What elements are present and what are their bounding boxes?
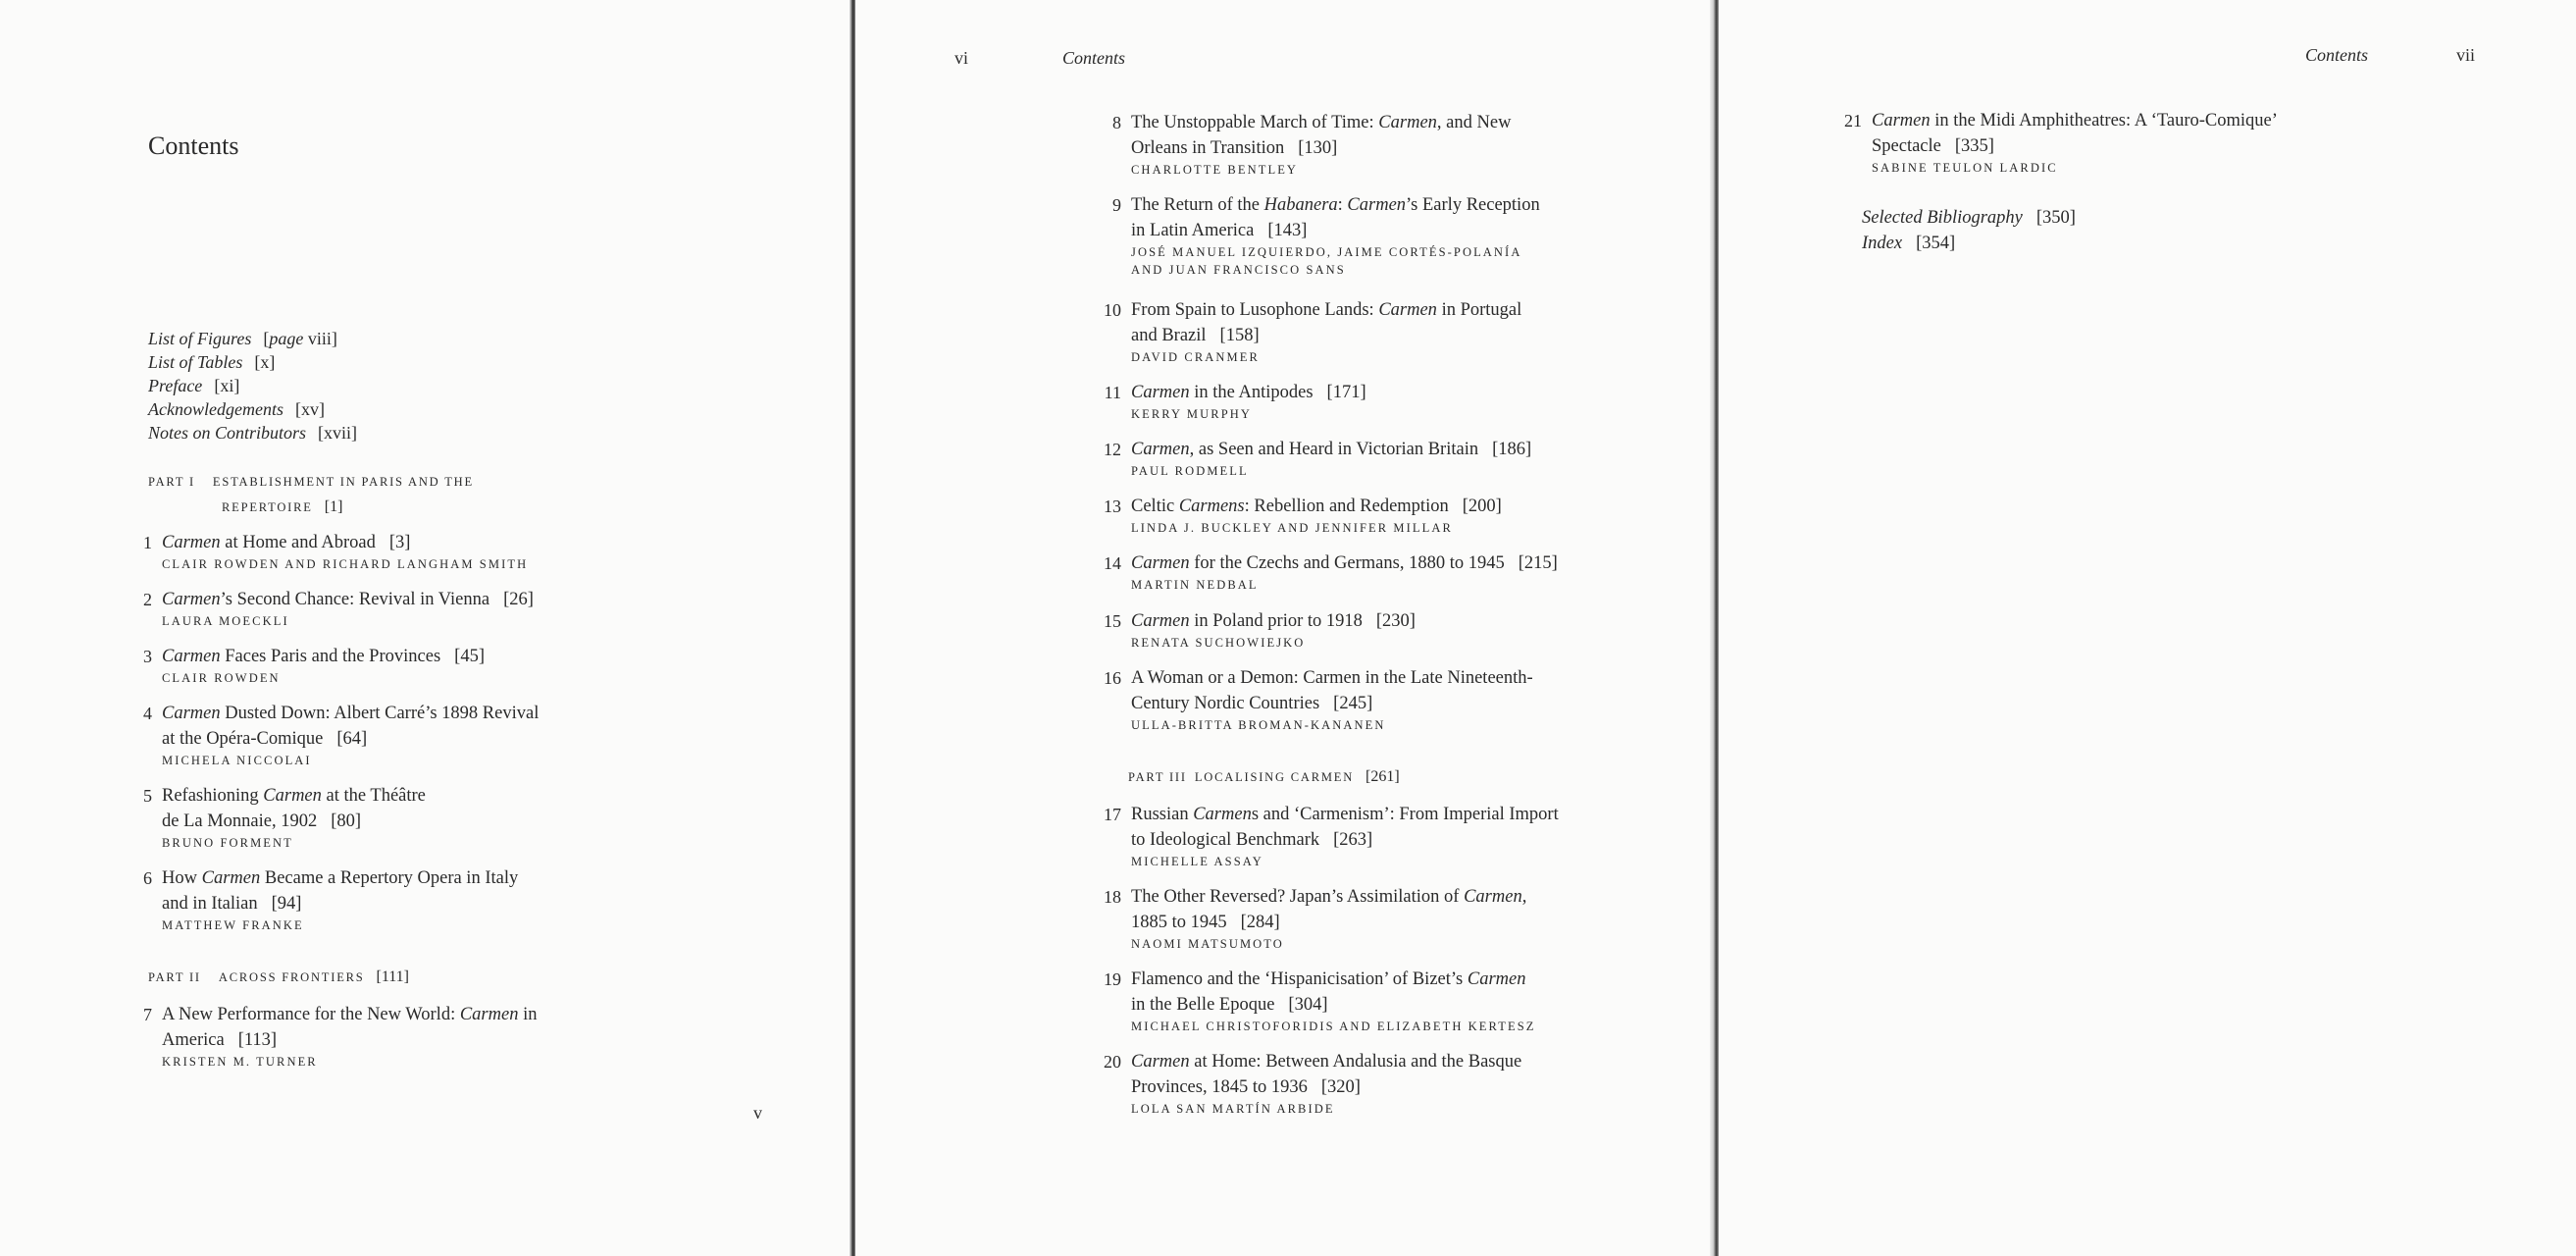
page-ref: [230]	[1375, 611, 1416, 631]
front-matter-list	[148, 327, 357, 445]
part-heading: PART III LOCALISING CARMEN [261]	[1128, 768, 1400, 785]
chapter-title-line	[162, 1027, 537, 1053]
toc-entry[interactable]	[1096, 380, 1366, 423]
title-text: de La Monnaie, 1902	[162, 811, 318, 831]
chapter-title-line	[1131, 1049, 1521, 1074]
toc-entry[interactable]	[1096, 1049, 1521, 1118]
page-vi	[855, 0, 1715, 1256]
title-text: The Other Reversed? Japan’s Assimilation of	[1131, 887, 1465, 907]
italic-text: Carmen	[1131, 383, 1190, 402]
title-text: in Poland prior to 1918	[1189, 611, 1363, 631]
title-text: Russian	[1131, 805, 1194, 824]
chapter-author: KERRY MURPHY	[1131, 407, 1253, 421]
chapter-title-line	[1131, 802, 1559, 827]
chapter-number: 8	[1112, 113, 1121, 132]
chapter-number: 3	[143, 647, 152, 666]
page-ref: [171]	[1326, 383, 1366, 402]
italic-text: Carmen	[1131, 611, 1190, 631]
chapter-number: 6	[143, 868, 152, 888]
toc-entry[interactable]	[1096, 192, 1540, 279]
chapter-author: ULLA-BRITTA BROMAN-KANANEN	[1131, 718, 1386, 732]
title-text: The Unstoppable March of Time:	[1131, 113, 1379, 132]
italic-text: Habanera	[1263, 195, 1338, 215]
title-text: How	[162, 868, 202, 888]
title-text: s and ‘Carmenism’: From Imperial Import	[1251, 805, 1559, 824]
chapter-title-line	[1131, 192, 1540, 218]
title-text: ’s Early Reception	[1406, 195, 1540, 215]
title-text: A Woman or a Demon: Carmen in the Late Nineteenth-	[1131, 668, 1533, 688]
chapter-number: 20	[1104, 1052, 1121, 1072]
toc-entry[interactable]	[127, 865, 518, 934]
title-text: , and New	[1436, 113, 1512, 132]
chapter-number: 9	[1112, 195, 1121, 215]
title-text: Dusted Down: Albert Carré’s 1898 Revival	[220, 704, 540, 723]
fm-item[interactable]: Notes on Contributors [xvii]	[148, 423, 358, 443]
chapter-title-line	[1131, 884, 1526, 910]
chapter-number: 16	[1104, 668, 1121, 688]
part-heading: PART II ACROSS FRONTIERS [111]	[148, 968, 409, 985]
page-ref: [113]	[237, 1030, 278, 1050]
page-ref: [26]	[503, 590, 534, 609]
title-text: at Home and Abroad	[220, 533, 376, 552]
fm-item[interactable]: Acknowledgements [xv]	[148, 399, 325, 419]
italic-text: Carmen	[162, 590, 221, 609]
chapter-number: 18	[1104, 887, 1121, 907]
chapter-title-line	[1131, 910, 1526, 935]
title-text: Provinces, 1845 to 1936	[1131, 1077, 1308, 1097]
toc-entry[interactable]	[127, 644, 485, 687]
toc-entry[interactable]	[1836, 108, 2278, 177]
italic-text: Carmen	[1378, 113, 1437, 132]
italic-text: Carmen	[1378, 300, 1437, 320]
bm-item[interactable]: Selected Bibliography [350]	[1862, 208, 2076, 228]
title-text: for the Czechs and Germans, 1880 to 1945	[1189, 553, 1505, 573]
italic-text: Carmen	[1131, 553, 1190, 573]
chapter-author: MICHAEL CHRISTOFORIDIS AND ELIZABETH KERTESZ	[1131, 1020, 1536, 1033]
page-ref: [186]	[1492, 440, 1532, 459]
page-ref: [335]	[1954, 136, 1994, 156]
title-text: : Rebellion and Redemption	[1244, 497, 1449, 516]
title-text: in	[518, 1005, 538, 1024]
chapter-author: DAVID CRANMER	[1131, 350, 1260, 364]
page-ref: [263]	[1333, 830, 1373, 850]
italic-text: Carmen	[1464, 887, 1522, 907]
chapter-title-line	[1131, 380, 1366, 405]
page-vii	[1719, 0, 2576, 1256]
chapter-author: CLAIR ROWDEN AND RICHARD LANGHAM SMITH	[162, 557, 529, 571]
chapter-number: 10	[1104, 300, 1121, 320]
chapter-number: 4	[143, 704, 152, 723]
chapter-title-line	[1131, 691, 1533, 716]
page-ref: [215]	[1518, 553, 1558, 573]
folio: v	[753, 1103, 762, 1123]
chapter-number: 5	[143, 786, 152, 806]
title-text: A New Performance for the New World:	[162, 1005, 460, 1024]
chapter-number: 13	[1104, 497, 1121, 516]
toc-entry[interactable]	[1096, 802, 1559, 870]
chapter-title-line	[1131, 297, 1521, 323]
toc-entry[interactable]	[127, 1002, 537, 1071]
chapter-title-line	[162, 726, 539, 752]
italic-text: Carmen	[263, 786, 322, 806]
toc-entry[interactable]	[1096, 437, 1531, 480]
chapter-title-line	[1872, 133, 2278, 159]
title-text: in the Belle Epoque	[1131, 995, 1275, 1015]
folio: vi	[954, 48, 969, 68]
title-text: in Latin America	[1131, 221, 1255, 240]
chapter-author: LOLA SAN MARTÍN ARBIDE	[1131, 1102, 1335, 1116]
back-matter-list	[1862, 205, 2076, 256]
italic-text: Carmen	[162, 647, 221, 666]
chapter-title-line	[162, 891, 518, 916]
italic-text: Carmen	[1193, 805, 1252, 824]
chapter-title-line	[162, 587, 534, 612]
chapter-number: 12	[1104, 440, 1121, 459]
title-text: at the Opéra-Comique	[162, 729, 324, 749]
chapter-title-line	[1131, 827, 1559, 853]
title-text: Faces Paris and the Provinces	[220, 647, 441, 666]
chapter-number: 11	[1104, 383, 1121, 402]
page-ref: [64]	[336, 729, 368, 749]
title-text: ’s Second Chance: Revival in Vienna	[220, 590, 490, 609]
chapter-number: 2	[143, 590, 152, 609]
page-ref: [45]	[454, 647, 485, 666]
chapter-title-line	[162, 783, 426, 809]
title-text: at the Théâtre	[321, 786, 426, 806]
page-ref: [245]	[1333, 694, 1373, 713]
running-head: Contents	[1062, 48, 1126, 68]
page-ref: [158]	[1219, 326, 1260, 345]
chapter-title-line	[162, 1002, 537, 1027]
part-heading: PART I ESTABLISHMENT IN PARIS AND THE REPERTOIRE [1]	[148, 475, 474, 515]
chapter-title-line	[1131, 992, 1535, 1018]
bm-item[interactable]: Index [354]	[1862, 234, 1956, 253]
chapter-author: BRUNO FORMENT	[162, 836, 293, 850]
toc-entry[interactable]	[1096, 967, 1535, 1035]
chapter-title-line	[1131, 550, 1558, 576]
chapter-title-line	[1872, 108, 2278, 133]
italic-text: Carmen	[162, 533, 221, 552]
title-text: Orleans in Transition	[1131, 138, 1285, 158]
chapter-number: 1	[143, 533, 152, 552]
chapter-number: 15	[1104, 611, 1121, 631]
toc-entry[interactable]	[1096, 550, 1558, 594]
title-text: Spectacle	[1872, 136, 1941, 156]
page-ref: [200]	[1462, 497, 1502, 516]
title-text: and Brazil	[1131, 326, 1207, 345]
chapter-title-line	[162, 865, 518, 891]
chapter-title-line	[1131, 135, 1511, 161]
contents-heading: Contents	[148, 131, 239, 160]
title-text: Flamenco and the ‘Hispanicisation’ of Bizet’s	[1131, 969, 1468, 989]
italic-text: Carmen	[1347, 195, 1407, 215]
chapter-title-line	[1131, 437, 1531, 462]
page-ref: [3]	[388, 533, 411, 552]
chapter-number: 19	[1104, 969, 1121, 989]
title-text: to Ideological Benchmark	[1131, 830, 1320, 850]
italic-text: Carmen	[1131, 440, 1190, 459]
toc-entry[interactable]	[1096, 110, 1511, 179]
chapter-title-line	[1131, 608, 1416, 634]
chapter-number: 21	[1844, 111, 1862, 131]
title-text: 1885 to 1945	[1131, 913, 1227, 932]
chapter-title-line	[1131, 494, 1502, 519]
chapter-title-line	[1131, 323, 1521, 348]
chapter-author: AND JUAN FRANCISCO SANS	[1131, 263, 1346, 277]
chapter-title-line	[162, 530, 528, 555]
fm-item[interactable]: List of Tables [x]	[148, 352, 276, 372]
title-text: Became a Repertory Opera in Italy	[260, 868, 519, 888]
running-head: Contents	[2305, 45, 2369, 65]
title-text: Celtic	[1131, 497, 1179, 516]
toc-entry[interactable]	[1096, 297, 1521, 366]
chapter-author: CLAIR ROWDEN	[162, 671, 281, 685]
page-ref: [320]	[1320, 1077, 1361, 1097]
page-ref: [143]	[1267, 221, 1308, 240]
title-text: From Spain to Lusophone Lands:	[1131, 300, 1379, 320]
toc-entry[interactable]	[1096, 494, 1502, 537]
toc-entry[interactable]	[1096, 665, 1533, 734]
italic-text: Carmens	[1178, 497, 1245, 516]
title-text: Century Nordic Countries	[1131, 694, 1320, 713]
title-text: America	[162, 1030, 225, 1050]
chapter-title-line	[1131, 110, 1511, 135]
page-ref: [80]	[331, 811, 362, 831]
chapter-title-line	[1131, 665, 1533, 691]
page-ref: [284]	[1240, 913, 1280, 932]
chapter-author: JOSÉ MANUEL IZQUIERDO, JAIME CORTÉS-POLANÍA	[1131, 245, 1522, 259]
chapter-title-line	[162, 701, 539, 726]
chapter-number: 7	[143, 1005, 152, 1024]
page-ref: [94]	[271, 894, 302, 914]
chapter-author: MATTHEW FRANKE	[162, 918, 304, 932]
title-text: in the Midi Amphitheatres: A ‘Tauro-Comique’	[1930, 111, 2278, 131]
chapter-author: LAURA MOECKLI	[162, 614, 289, 628]
page-ref: [130]	[1298, 138, 1338, 158]
chapter-author: MARTIN NEDBAL	[1131, 578, 1259, 592]
title-text: at Home: Between Andalusia and the Basque	[1189, 1052, 1522, 1072]
chapter-author: MICHELA NICCOLAI	[162, 754, 312, 767]
italic-text: Carmen	[1467, 969, 1526, 989]
fm-item[interactable]: Preface [xi]	[148, 376, 240, 395]
toc-entry[interactable]	[127, 701, 539, 769]
chapter-author: LINDA J. BUCKLEY AND JENNIFER MILLAR	[1131, 521, 1453, 535]
title-text: The Return of the	[1131, 195, 1264, 215]
chapter-author: KRISTEN M. TURNER	[162, 1055, 318, 1069]
fm-item[interactable]: List of Figures [page viii]	[148, 329, 337, 348]
chapter-author: CHARLOTTE BENTLEY	[1131, 163, 1299, 177]
chapter-title-line	[1131, 218, 1540, 243]
chapter-author: RENATA SUCHOWIEJKO	[1131, 636, 1306, 650]
italic-text: Carmen	[1131, 1052, 1190, 1072]
chapter-author: SABINE TEULON LARDIC	[1872, 161, 2058, 175]
folio: vii	[2456, 45, 2476, 65]
title-text: and in Italian	[162, 894, 258, 914]
title-text: Refashioning	[162, 786, 264, 806]
italic-text: Carmen	[162, 704, 221, 723]
toc-entry[interactable]	[127, 587, 534, 630]
chapter-author: PAUL RODMELL	[1131, 464, 1249, 478]
page-ref: [304]	[1288, 995, 1328, 1015]
italic-text: Carmen	[1872, 111, 1931, 131]
title-text: ,	[1521, 887, 1527, 907]
chapter-title-line	[1131, 967, 1535, 992]
chapter-author: NAOMI MATSUMOTO	[1131, 937, 1284, 951]
chapter-number: 14	[1104, 553, 1121, 573]
italic-text: Carmen	[201, 868, 261, 888]
toc-entry[interactable]	[127, 783, 426, 852]
chapter-title-line	[162, 809, 426, 834]
title-text: , as Seen and Heard in Victorian Britain	[1189, 440, 1479, 459]
italic-text: Carmen	[459, 1005, 519, 1024]
page-v	[0, 0, 853, 1256]
toc-entry[interactable]	[1096, 608, 1416, 652]
chapter-author: MICHELLE ASSAY	[1131, 855, 1263, 868]
title-text: :	[1337, 195, 1348, 215]
chapter-title-line	[162, 644, 485, 669]
toc-entry[interactable]	[1096, 884, 1526, 953]
toc-entry[interactable]	[127, 530, 528, 573]
title-text: in Portugal	[1436, 300, 1522, 320]
chapter-title-line	[1131, 1074, 1521, 1100]
chapter-number: 17	[1104, 805, 1121, 824]
title-text: in the Antipodes	[1189, 383, 1314, 402]
